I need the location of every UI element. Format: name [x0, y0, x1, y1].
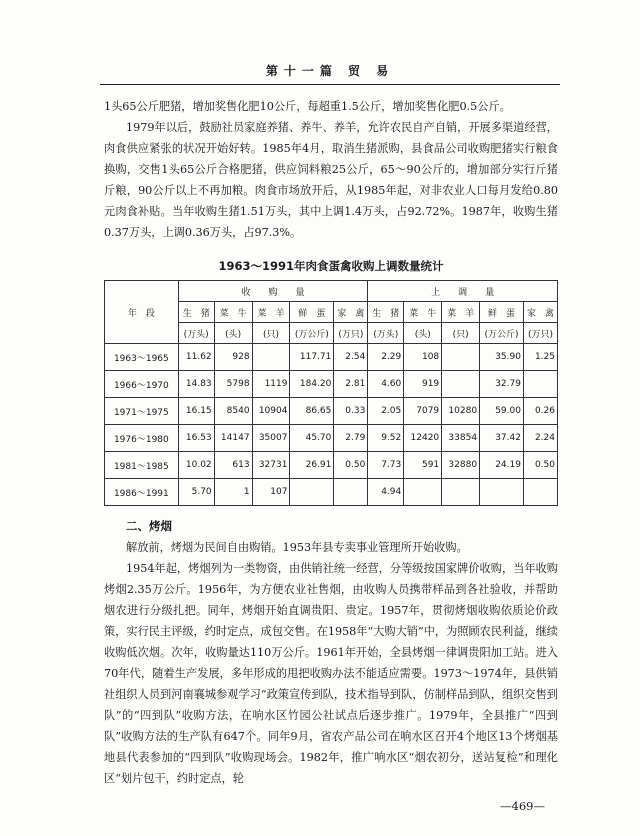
cell-value: 35007 [252, 425, 290, 452]
cell-value: 26.91 [290, 452, 334, 479]
cell-value: 7079 [404, 398, 442, 425]
cell-value: 24.19 [480, 452, 524, 479]
cell-value: 10.02 [178, 452, 214, 479]
cell-period: 1966～1970 [105, 371, 179, 398]
cell-value [290, 479, 334, 506]
group-header-transfer: 上 调 量 [368, 281, 558, 302]
col-header-egg: 鲜 蛋 [290, 302, 334, 323]
col-header-egg: 鲜 蛋 [480, 302, 524, 323]
header-rule [100, 84, 560, 85]
cell-value: 33854 [442, 425, 480, 452]
cell-value: 8540 [214, 398, 252, 425]
table-row [105, 452, 558, 479]
cell-value [442, 371, 480, 398]
unit-egg: (万公斤) [290, 323, 334, 344]
statistics-table [104, 280, 558, 506]
cell-value: 2.05 [368, 398, 404, 425]
cell-period: 1971～1975 [105, 398, 179, 425]
cell-value: 16.15 [178, 398, 214, 425]
cell-value: 0.26 [523, 398, 557, 425]
paragraph-1: 1头65公斤肥猪，增加奖售化肥10公斤，每超重1.5公斤，增加奖售化肥0.5公斤。 [104, 100, 511, 113]
cell-value: 2.29 [368, 344, 404, 371]
cell-value: 4.60 [368, 371, 404, 398]
cell-value: 4.94 [368, 479, 404, 506]
unit-poultry: (万只) [334, 323, 368, 344]
cell-value: 0.50 [334, 452, 368, 479]
cell-value [523, 479, 557, 506]
cell-value: 14.83 [178, 371, 214, 398]
col-header-sheep: 菜 羊 [252, 302, 290, 323]
cell-value: 45.70 [290, 425, 334, 452]
group-header-purchase: 收 购 量 [178, 281, 368, 302]
cell-value: 86.65 [290, 398, 334, 425]
cell-value: 7.73 [368, 452, 404, 479]
running-header: 第十一篇 贸 易 [265, 64, 395, 78]
cell-value: 5798 [214, 371, 252, 398]
cell-value: 591 [404, 452, 442, 479]
col-header-poultry: 家 禽 [523, 302, 557, 323]
cell-value: 10280 [442, 398, 480, 425]
cell-value: 1.25 [523, 344, 557, 371]
cell-value [442, 344, 480, 371]
cell-value: 184.20 [290, 371, 334, 398]
cell-value [252, 344, 290, 371]
cell-value [523, 371, 557, 398]
cell-value: 9.52 [368, 425, 404, 452]
table-row [105, 398, 558, 425]
table-title: 1963～1991年肉食蛋禽收购上调数量统计 [218, 259, 444, 273]
col-header-poultry: 家 禽 [334, 302, 368, 323]
cell-value: 32731 [252, 452, 290, 479]
cell-value: 11.62 [178, 344, 214, 371]
page-number: —469— [500, 799, 545, 813]
cell-value: 1119 [252, 371, 290, 398]
cell-value [480, 479, 524, 506]
col-header-period: 年 段 [105, 281, 179, 344]
paragraph-3: 解放前，烤烟为民间自由购销。1953年县专卖事业管理所开始收购。 [126, 541, 468, 554]
table-header-row-1 [105, 281, 558, 302]
cell-period: 1963～1965 [105, 344, 179, 371]
cell-value: 59.00 [480, 398, 524, 425]
cell-value [442, 479, 480, 506]
cell-value: 16.53 [178, 425, 214, 452]
table-row [105, 371, 558, 398]
cell-value: 107 [252, 479, 290, 506]
cell-value: 14147 [214, 425, 252, 452]
cell-value: 613 [214, 452, 252, 479]
table-row [105, 479, 558, 506]
cell-value: 37.42 [480, 425, 524, 452]
cell-period: 1986～1991 [105, 479, 179, 506]
unit-cattle: (头) [214, 323, 252, 344]
cell-value: 2.54 [334, 344, 368, 371]
paragraph-4: 1954年起，烤烟列为一类物资，由供销社统一经营，分等级按国家牌价收购，当年收购烤烟2.35万公斤。1956年，为方便农业社售烟，由收购人员携带样品到各社验收，并帮助烟农进行分级扎把。同年，烤烟开始直调贵阳、贵定。1957年，贯彻烤烟收购依质论价政策，实行民主评级，约时定点，成包交售。在1958年“大购大销”中，为照顾农民利益，继续收购低次烟。次年，收购量达110万公斤。1961年开始，全县烤烟一律调贵阳加工站。进入70年代，随着生产发展，多年形成的甩把收购办法不能适应需要。1973～1974年，县供销社组织人员到河南襄城参观学习“政策宣传到队，技术指导到队，仿制样品到队，组织交售到队”的“四到队”收购方法，在响水区竹园公社试点后逐步推广。1979年，全县推广“四到队”收购方法的生产队有647个。同年9月，省农产品公司在响水区召开4个地区13个烤烟基地县代表参加的“四到队”收购现场会。1982年，推广响水区“烟农初分，送站复检”和理化区“划片包干，约时定点，轮 [104, 562, 558, 785]
cell-value: 5.70 [178, 479, 214, 506]
cell-value: 1 [214, 479, 252, 506]
cell-value: 2.81 [334, 371, 368, 398]
paragraph-2: 1979年以后，鼓励社员家庭养猪、养牛、养羊，允许农民自产自销，开展多渠道经营，肉食供应紧张的状况开始好转。1985年4月，取消生猪派购，县食品公司收购肥猪实行粮食换购，交售1头65公斤合格肥猪，供应饲料粮25公斤，65～90公斤的，增加部分实行斤猪斤粮，90公斤以上不再加粮。肉食市场放开后，从1985年起，对非农业人口每月发给0.80元肉食补贴。当年收购生猪1.51万头，其中上调1.4万头，占92.72%。1987年，收购生猪0.37万头，上调0.36万头，占97.3%。 [104, 121, 558, 239]
cell-value: 0.33 [334, 398, 368, 425]
cell-value: 2.24 [523, 425, 557, 452]
unit-poultry: (万只) [523, 323, 557, 344]
cell-value: 12420 [404, 425, 442, 452]
cell-value [334, 479, 368, 506]
cell-value: 108 [404, 344, 442, 371]
col-header-pig: 生 猪 [368, 302, 404, 323]
unit-sheep: (只) [442, 323, 480, 344]
cell-value [404, 479, 442, 506]
cell-value: 35.90 [480, 344, 524, 371]
cell-value: 2.79 [334, 425, 368, 452]
cell-value: 32.79 [480, 371, 524, 398]
unit-cattle: (头) [404, 323, 442, 344]
section-title: 二、烤烟 [126, 519, 172, 533]
cell-period: 1981～1985 [105, 452, 179, 479]
cell-value: 919 [404, 371, 442, 398]
table-row [105, 344, 558, 371]
unit-sheep: (只) [252, 323, 290, 344]
col-header-cattle: 菜 牛 [404, 302, 442, 323]
unit-egg: (万公斤) [480, 323, 524, 344]
col-header-cattle: 菜 牛 [214, 302, 252, 323]
table-row [105, 425, 558, 452]
unit-pig: (万头) [368, 323, 404, 344]
cell-value: 0.50 [523, 452, 557, 479]
unit-pig: (万头) [178, 323, 214, 344]
cell-value: 117.71 [290, 344, 334, 371]
cell-value: 32880 [442, 452, 480, 479]
col-header-pig: 生 猪 [178, 302, 214, 323]
col-header-sheep: 菜 羊 [442, 302, 480, 323]
cell-value: 928 [214, 344, 252, 371]
cell-value: 10904 [252, 398, 290, 425]
cell-period: 1976～1980 [105, 425, 179, 452]
